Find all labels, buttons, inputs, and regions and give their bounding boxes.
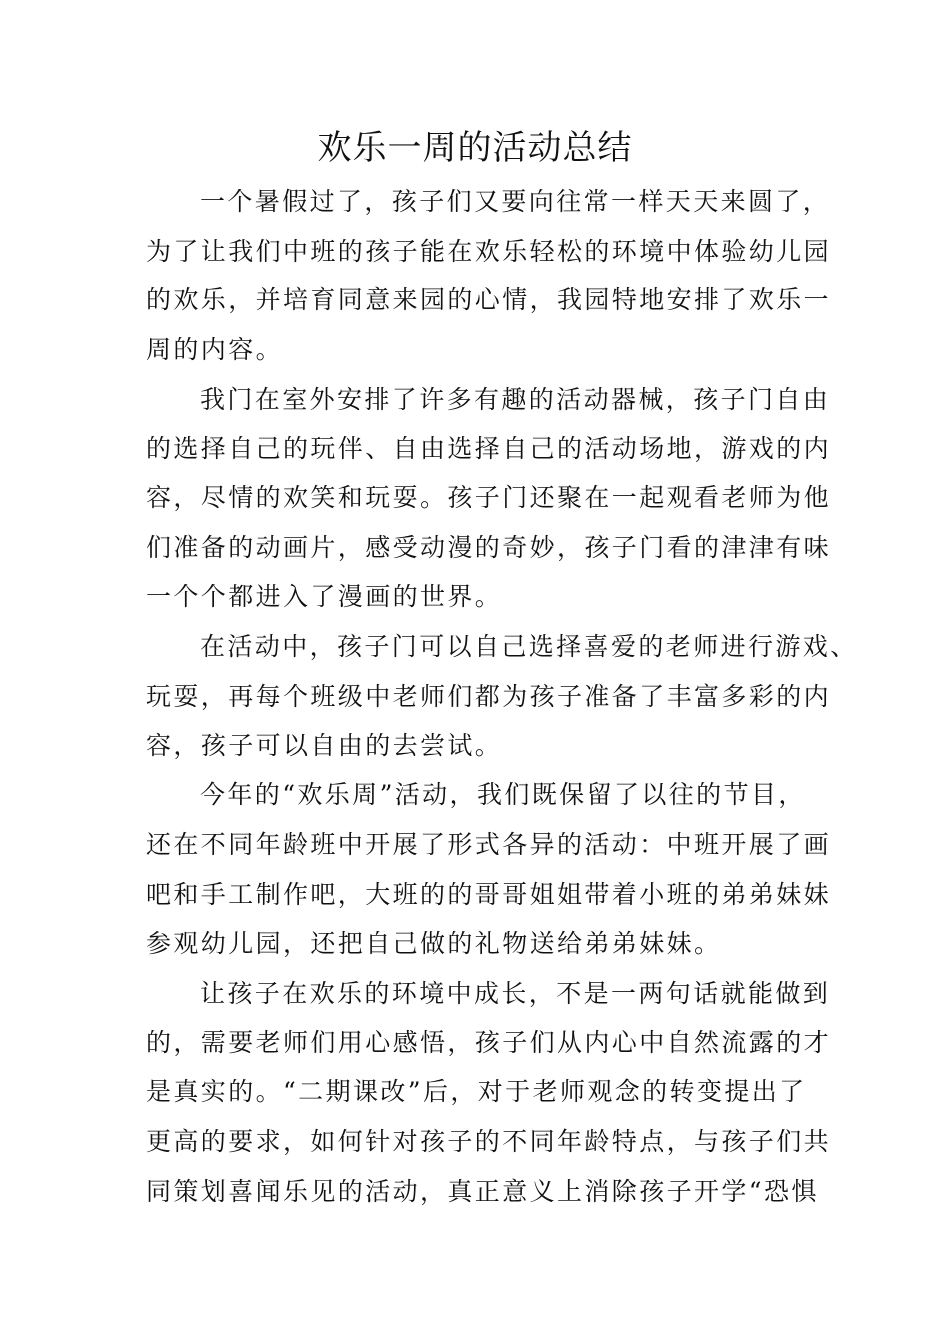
paragraph-1-line-3: 的欢乐，并培育同意来园的心情，我园特地安排了欢乐一 [146, 285, 832, 314]
paragraph-5-line-1: 让孩子在欢乐的环境中成长，不是一两句话就能做到 [200, 979, 831, 1008]
paragraph-1-line-4: 周的内容。 [146, 335, 284, 364]
paragraph-5-line-2: 的，需要老师们用心感悟，孩子们从内心中自然流露的才 [146, 1028, 832, 1057]
paragraph-1-line-2: 为了让我们中班的孩子能在欢乐轻松的环境中体验幼儿园 [146, 237, 832, 266]
paragraph-2-line-4: 们准备的动画片，感受动漫的奇妙，孩子门看的津津有味 [146, 533, 832, 562]
paragraph-5-line-5: 同策划喜闻乐见的活动，真正意义上消除孩子开学“恐惧 [146, 1177, 819, 1206]
document-title: 欢乐一周的活动总结 [317, 128, 633, 168]
paragraph-3-line-2: 玩耍，再每个班级中老师们都为孩子准备了丰富多彩的内 [146, 682, 832, 711]
paragraph-2-line-1: 我门在室外安排了许多有趣的活动器械，孩子门自由 [200, 385, 831, 414]
paragraph-1-line-1: 一个暑假过了，孩子们又要向往常一样天天来圆了， [200, 187, 831, 216]
paragraph-3-line-3: 容，孩子可以自由的去尝试。 [146, 731, 503, 760]
paragraph-2-line-5: 一个个都进入了漫画的世界。 [146, 582, 503, 611]
paragraph-4-line-1: 今年的“欢乐周”活动，我们既保留了以往的节目， [200, 780, 806, 809]
paragraph-4-line-2: 还在不同年龄班中开展了形式各异的活动：中班开展了画 [146, 830, 832, 859]
paragraph-4-line-4: 参观幼儿园，还把自己做的礼物送给弟弟妹妹。 [146, 929, 722, 958]
paragraph-2-line-3: 容，尽情的欢笑和玩耍。孩子门还聚在一起观看老师为他 [146, 483, 832, 512]
paragraph-5-line-3: 是真实的。“二期课改”后，对于老师观念的转变提出了 [146, 1077, 807, 1106]
paragraph-2-line-2: 的选择自己的玩伴、自由选择自己的活动场地，游戏的内 [146, 434, 832, 463]
paragraph-5-line-4: 更高的要求，如何针对孩子的不同年龄特点，与孩子们共 [146, 1127, 832, 1156]
paragraph-4-line-3: 吧和手工制作吧，大班的的哥哥姐姐带着小班的弟弟妹妹 [146, 880, 832, 909]
paragraph-3-line-1: 在活动中，孩子门可以自己选择喜爱的老师进行游戏、 [200, 632, 858, 661]
